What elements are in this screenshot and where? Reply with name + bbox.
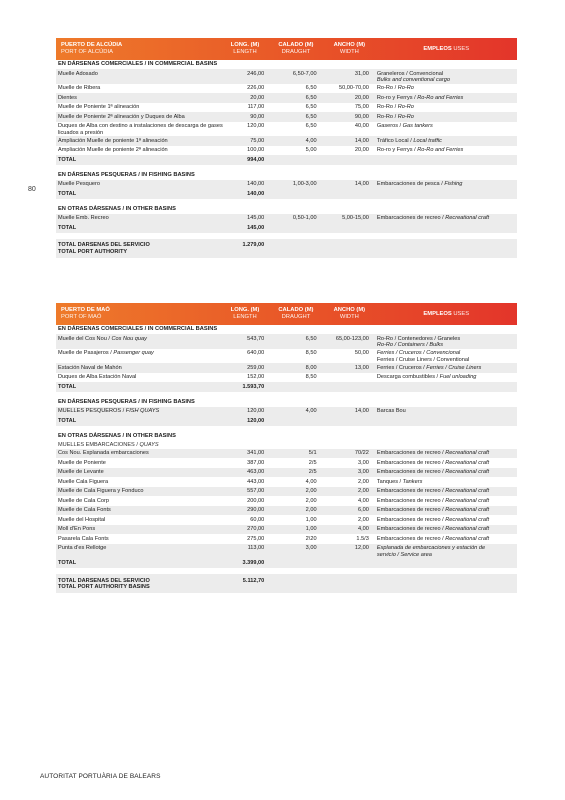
- width-value: 3,00: [357, 469, 369, 476]
- width-value: 3,00: [357, 459, 369, 466]
- width-value: 2,00: [357, 488, 369, 495]
- total-label: TOTAL: [58, 560, 77, 567]
- width-value: 2,00: [357, 516, 369, 523]
- quay-name: Muelle de Cala Fonts: [58, 507, 111, 514]
- draught-value: 2\20: [305, 535, 317, 542]
- draught-value: 4,00: [305, 478, 317, 485]
- table-row: [56, 214, 517, 224]
- table-row: [56, 525, 517, 535]
- uses-value: Ro-Ro / Ro-Ro: [376, 104, 414, 111]
- uses-value: Embarcaciones de recreo / Recreational craft: [376, 450, 490, 457]
- draught-value: 1,00: [305, 516, 317, 523]
- col-width-en: WIDTH: [339, 314, 359, 320]
- draught-value: 2/5: [308, 469, 317, 476]
- total-label: TOTAL: [58, 156, 77, 163]
- uses-value: Embarcaciones de pesca / Fishing: [376, 181, 463, 188]
- uses-value: Embarcaciones de recreo / Recreational craft: [376, 488, 490, 495]
- draught-value: 4,00: [305, 408, 317, 415]
- length-value: 387,00: [247, 459, 265, 466]
- table-row: [56, 112, 517, 122]
- uses-value: Ro-Ro / Ro-Ro: [376, 113, 414, 120]
- uses-value: Embarcaciones de recreo / Recreational craft: [376, 497, 490, 504]
- quay-name: Muelle Cala Figuera: [58, 478, 109, 485]
- port-name: PUERTO DE MAÓ: [61, 307, 110, 313]
- width-value: 1.5/3: [356, 535, 369, 542]
- length-value: 557,00: [247, 488, 265, 495]
- draught-value: 1,00: [305, 526, 317, 533]
- uses-value: Embarcaciones de recreo / Recreational craft: [376, 507, 490, 514]
- draught-value: 1,00-3,00: [292, 181, 317, 188]
- draught-value: 6,50: [305, 113, 317, 120]
- length-value: 117,00: [247, 104, 265, 111]
- section-title: EN DÁRSENAS COMERCIALES / IN COMMERCIAL BASINS: [58, 61, 218, 67]
- table-row: [56, 506, 517, 516]
- table-row: [56, 534, 517, 544]
- length-value: 145,00: [247, 215, 265, 222]
- table-row: [56, 136, 517, 146]
- uses-value: Embarcaciones de recreo / Recreational craft: [376, 469, 490, 476]
- subsection-title: MUELLES EMBARCACIONES / QUAYS: [58, 441, 159, 448]
- table-row: [56, 103, 517, 113]
- total-row: [56, 155, 517, 165]
- quay-name: Muelle Emb. Recreo: [58, 215, 109, 222]
- quay-name: Muelle de Pasajeros / Passenger quay: [58, 350, 154, 357]
- grand-total-value: 5.112,70: [242, 577, 265, 584]
- col-uses-en: USES: [453, 310, 470, 317]
- length-value: 20,00: [250, 94, 265, 101]
- width-value: 12,00: [354, 545, 369, 552]
- length-value: 543,70: [247, 335, 265, 342]
- col-width: ANCHO (M): [333, 307, 366, 313]
- total-label: TOTAL: [58, 383, 77, 390]
- port-name-en: PORT OF ALCÚDIA: [61, 49, 113, 55]
- quay-name: Muelle del Hospital: [58, 516, 106, 523]
- table-row: [56, 458, 517, 468]
- uses-value: Ro-ro y Ferrys / Ro-Ro and Ferries: [376, 147, 464, 154]
- width-value: 70/22: [354, 450, 369, 457]
- col-draught-en: DRAUGHT: [281, 49, 311, 55]
- table-row: [56, 363, 517, 373]
- grand-total-value: 1.279,00: [242, 242, 265, 249]
- width-value: 13,00: [354, 364, 369, 371]
- uses-value: Ro-Ro / Ro-Ro: [376, 85, 414, 92]
- length-value: 290,00: [247, 507, 265, 514]
- width-value: 75,00: [354, 104, 369, 111]
- col-length-en: LENGTH: [233, 314, 257, 320]
- width-value: 6,00: [357, 507, 369, 514]
- length-value: 275,00: [247, 535, 265, 542]
- total-row: [56, 189, 517, 199]
- length-value: 75,00: [250, 137, 265, 144]
- draught-value: 4,00: [305, 137, 317, 144]
- quay-name: Pasarela Cala Fonts: [58, 535, 109, 542]
- total-value: 3.399,00: [242, 560, 265, 567]
- draught-value: 8,50: [305, 374, 317, 381]
- section-title: EN DÁRSENAS PESQUERAS / IN FISHING BASINS: [58, 398, 195, 405]
- quay-name: Cos Nou. Explanada embarcaciones: [58, 450, 149, 457]
- table-row: [56, 69, 517, 84]
- uses-value: Tanques / Tankers: [376, 478, 423, 485]
- length-value: 200,00: [247, 497, 265, 504]
- table-row: [56, 122, 517, 137]
- quay-name: Muelle del Cos Nou / Cos Nou quay: [58, 335, 147, 342]
- uses-value: Ro-Ro / Contenedores / Graneles Ro-Ro / Containers / Bulks: [376, 335, 461, 349]
- quay-name: Duques de Alba con destino a instalaciones de descarga de gases licuados a presión: [58, 123, 223, 136]
- draught-value: 5/1: [308, 450, 317, 457]
- mao-table: [56, 303, 517, 593]
- total-row: [56, 416, 517, 426]
- page-number: 80: [28, 186, 36, 193]
- uses-value: Explanada de embarcaciones y estación de servicio / Service area: [376, 545, 486, 558]
- width-value: 31,00: [354, 70, 369, 77]
- length-value: 120,00: [247, 123, 265, 130]
- quay-name: Muelle Pesquero: [58, 181, 100, 188]
- length-value: 100,00: [247, 147, 265, 154]
- draught-value: 5,00: [305, 147, 317, 154]
- total-row: [56, 223, 517, 233]
- col-length: LONG. (M): [230, 42, 260, 48]
- col-width: ANCHO (M): [333, 42, 366, 48]
- quay-name: Ampliación Muelle de poniente 1ª alineación: [58, 137, 168, 144]
- total-value: 140,00: [247, 190, 265, 197]
- total-label: TOTAL: [58, 224, 77, 231]
- uses-value: Gaseros / Gas tankers: [376, 123, 433, 130]
- total-row: [56, 382, 517, 392]
- uses-value: Graneleros / Convencional Bulks and conventional cargo: [376, 70, 450, 84]
- length-value: 226,00: [247, 85, 265, 92]
- length-value: 341,00: [247, 450, 265, 457]
- width-value: 4,00: [357, 526, 369, 533]
- alcudia-table: [56, 38, 517, 258]
- grand-total-label-en: TOTAL PORT AUTHORITY: [58, 248, 128, 255]
- uses-value: Embarcaciones de recreo / Recreational craft: [376, 535, 490, 542]
- quay-name: Muelle de Ribera: [58, 85, 101, 92]
- length-value: 152,00: [247, 374, 265, 381]
- col-uses: EMPLEOS: [423, 310, 452, 317]
- quay-name: Muelle de Cala Figuera y Fonduco: [58, 488, 144, 495]
- length-value: 270,00: [247, 526, 265, 533]
- table-header: [56, 303, 517, 325]
- quay-name: Punta d'es Rellotge: [58, 545, 107, 552]
- table-row: [56, 468, 517, 478]
- quay-name: Muelle de Poniente 2ª alineación y Duques de Alba: [58, 113, 185, 120]
- length-value: 246,00: [247, 70, 265, 77]
- draught-value: 6,50: [305, 85, 317, 92]
- col-length: LONG. (M): [230, 307, 260, 313]
- grand-total-label-en: TOTAL PORT AUTHORITY BASINS: [58, 584, 150, 591]
- quay-name: Muelle de Levante: [58, 469, 104, 476]
- width-value: 14,00: [354, 137, 369, 144]
- width-value: 90,00: [354, 113, 369, 120]
- width-value: 14,00: [354, 181, 369, 188]
- table-row: [56, 449, 517, 459]
- width-value: 40,00: [354, 123, 369, 130]
- width-value: 14,00: [354, 408, 369, 415]
- col-uses-en: USES: [453, 45, 470, 52]
- total-row: [56, 559, 517, 569]
- table-row: [56, 407, 517, 417]
- draught-value: 6,50: [305, 335, 317, 342]
- uses-value: Embarcaciones de recreo / Recreational craft: [376, 526, 490, 533]
- col-length-en: LENGTH: [233, 49, 257, 55]
- col-width-en: WIDTH: [339, 49, 359, 55]
- uses-value: Ferries / Cruceros / Convencional Ferries / Cruise Liners / Conventional: [376, 350, 470, 363]
- draught-value: 6,50: [305, 123, 317, 130]
- draught-value: 2,00: [305, 507, 317, 514]
- width-value: 4,00: [357, 497, 369, 504]
- quay-name: Dientes: [58, 94, 77, 101]
- draught-value: 2/5: [308, 459, 317, 466]
- table-row: [56, 146, 517, 156]
- col-draught-en: DRAUGHT: [281, 314, 311, 320]
- width-value: 20,00: [354, 94, 369, 101]
- quay-name: Moll d'En Pons: [58, 526, 96, 533]
- total-label: TOTAL: [58, 190, 77, 197]
- draught-value: 8,50: [305, 350, 317, 357]
- total-label: TOTAL: [58, 417, 77, 424]
- length-value: 640,00: [247, 350, 265, 357]
- uses-value: Barcas Bou: [376, 408, 406, 415]
- table-row: [56, 84, 517, 94]
- draught-value: 6,50: [305, 94, 317, 101]
- table-row: [56, 544, 517, 559]
- quay-name: Muelle Adosado: [58, 70, 98, 77]
- quay-name: Muelle de Poniente: [58, 459, 106, 466]
- section-title: EN OTRAS DÁRSENAS / IN OTHER BASINS: [58, 432, 176, 439]
- grand-total-row: [56, 574, 517, 593]
- uses-value: Tráfico Local / Local traffic: [376, 137, 442, 144]
- quay-name: Duques de Alba Estación Naval: [58, 374, 137, 381]
- uses-value: Descarga combustibles / Fuel unloading: [376, 374, 477, 381]
- length-value: 60,00: [250, 516, 265, 523]
- width-value: 5,00-15,00: [342, 215, 369, 222]
- total-value: 994,00: [247, 156, 265, 163]
- table-row: [56, 496, 517, 506]
- table-row: [56, 349, 517, 364]
- width-value: 50,00: [354, 350, 369, 357]
- table-row: [56, 180, 517, 190]
- table-row: [56, 373, 517, 383]
- grand-total-label: TOTAL DARSENAS DEL SERVICIO: [58, 242, 150, 249]
- width-value: [317, 373, 369, 375]
- port-name: PUERTO DE ALCÚDIA: [61, 42, 123, 48]
- quay-name: Muelle de Cala Corp: [58, 497, 109, 504]
- table-row: [56, 487, 517, 497]
- draught-value: 8,00: [305, 364, 317, 371]
- draught-value: 3,00: [305, 545, 317, 552]
- length-value: 443,00: [247, 478, 265, 485]
- quay-name: MUELLES PESQUEROS / FISH QUAYS: [58, 408, 160, 415]
- draught-value: 0,50-1,00: [292, 215, 317, 222]
- quay-name: Ampliación Muelle de poniente 2ª alineación: [58, 147, 168, 154]
- draught-value: 6,50: [305, 104, 317, 111]
- table-header: [56, 38, 517, 60]
- uses-value: Embarcaciones de recreo / Recreational craft: [376, 459, 490, 466]
- total-value: 145,00: [247, 224, 265, 231]
- length-value: 113,00: [247, 545, 265, 552]
- width-value: 2,00: [357, 478, 369, 485]
- total-value: 120,00: [247, 417, 265, 424]
- quay-name: Estación Naval de Mahón: [58, 364, 122, 371]
- port-name-en: PORT OF MAÓ: [61, 314, 102, 320]
- length-value: 259,00: [247, 364, 265, 371]
- col-draught: CALADO (M): [278, 42, 314, 48]
- length-value: 140,00: [247, 181, 265, 188]
- section-title: EN DÁRSENAS PESQUERAS / IN FISHING BASINS: [58, 171, 195, 178]
- quay-name: Muelle de Poniente 1ª alineación: [58, 104, 140, 111]
- uses-value: Ferries / Cruceros / Ferries / Cruise Liners: [376, 364, 482, 371]
- length-value: 90,00: [250, 113, 265, 120]
- table-row: [56, 93, 517, 103]
- uses-value: Embarcaciones de recreo / Recreational craft: [376, 516, 490, 523]
- table-row: [56, 515, 517, 525]
- width-value: 20,00: [354, 147, 369, 154]
- table-row: [56, 334, 517, 349]
- width-value: 50,00-70,00: [339, 85, 369, 92]
- footer: AUTORITAT PORTUÀRIA DE BALEARS: [40, 773, 161, 780]
- draught-value: 2,00: [305, 488, 317, 495]
- uses-value: Embarcaciones de recreo / Recreational craft: [376, 215, 490, 222]
- section-title: EN DÁRSENAS COMERCIALES / IN COMMERCIAL BASINS: [58, 326, 218, 332]
- draught-value: 2,00: [305, 497, 317, 504]
- total-value: 1.593,70: [242, 383, 265, 390]
- section-title: EN OTRAS DÁRSENAS / IN OTHER BASINS: [58, 205, 176, 212]
- uses-value: Ro-ro y Ferrys / Ro-Ro and Ferries: [376, 94, 464, 101]
- col-draught: CALADO (M): [278, 307, 314, 313]
- width-value: 65,00-123,00: [335, 335, 369, 342]
- grand-total-row: [56, 239, 517, 258]
- grand-total-label: TOTAL DARSENAS DEL SERVICIO: [58, 577, 150, 584]
- length-value: 120,00: [247, 408, 265, 415]
- draught-value: 6,50-7,00: [292, 70, 317, 77]
- col-uses: EMPLEOS: [423, 45, 452, 52]
- length-value: 463,00: [247, 469, 265, 476]
- table-row: [56, 477, 517, 487]
